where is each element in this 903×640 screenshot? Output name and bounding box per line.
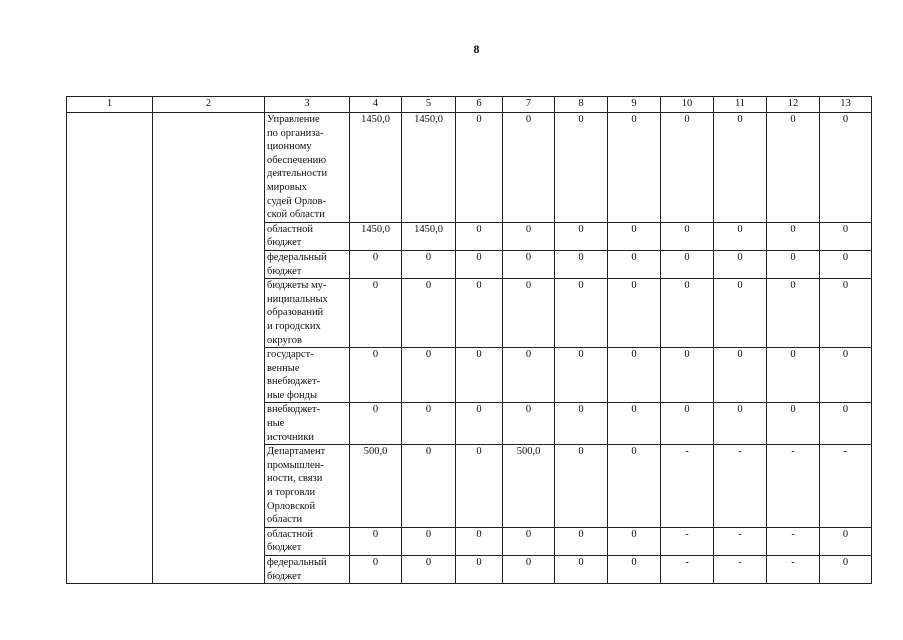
value-cell-col-12: 0 [767, 348, 820, 403]
value-cell-col-10: 0 [661, 279, 714, 348]
value-cell-col-11: 0 [714, 279, 767, 348]
description-line: венные [267, 362, 300, 374]
description-line: деятельности [267, 168, 328, 180]
value-cell-col-6: 0 [456, 348, 503, 403]
value-cell-col-13: 0 [820, 250, 872, 278]
description-line: ниципальных [267, 293, 328, 305]
description-line: округов [267, 334, 302, 346]
value-cell-col-10: 0 [661, 250, 714, 278]
value-cell-col-7: 0 [503, 403, 555, 445]
value-cell-col-4: 0 [350, 403, 402, 445]
value-cell-col-8: 0 [555, 348, 608, 403]
value-cell-col-5: 1450,0 [402, 113, 456, 223]
description-line: образований [267, 307, 324, 319]
value-cell-col-11: - [714, 445, 767, 528]
description-line: областной [267, 528, 313, 540]
value-cell-col-12: 0 [767, 279, 820, 348]
table-header-row [67, 97, 872, 113]
row-description [265, 250, 350, 278]
value-cell-col-8: 0 [555, 445, 608, 528]
description-line: бюджет [267, 542, 302, 554]
row-description [265, 403, 350, 445]
value-cell-col-9: 0 [608, 445, 661, 528]
value-cell-col-6: 0 [456, 250, 503, 278]
budget-table [66, 96, 872, 584]
value-cell-col-9: 0 [608, 403, 661, 445]
value-cell-col-12: 0 [767, 222, 820, 250]
value-cell-col-11: 0 [714, 222, 767, 250]
value-cell-col-6: 0 [456, 403, 503, 445]
column-header: 10 [661, 97, 714, 113]
value-cell-col-9: 0 [608, 222, 661, 250]
value-cell-col-5: 0 [402, 348, 456, 403]
value-cell-col-8: 0 [555, 527, 608, 555]
value-cell-col-7: 500,0 [503, 445, 555, 528]
row-description [265, 113, 350, 223]
value-cell-col-8: 0 [555, 403, 608, 445]
description-line: ционному [267, 141, 312, 153]
value-cell-col-4: 0 [350, 250, 402, 278]
value-cell-col-8: 0 [555, 222, 608, 250]
value-cell-col-10: - [661, 445, 714, 528]
description-line: Департамент [267, 446, 326, 458]
value-cell-col-10: - [661, 527, 714, 555]
row-description [265, 527, 350, 555]
value-cell-col-8: 0 [555, 279, 608, 348]
value-cell-col-13: 0 [820, 348, 872, 403]
description-line: мировых [267, 181, 308, 193]
value-cell-col-12: - [767, 527, 820, 555]
value-cell-col-6: 0 [456, 445, 503, 528]
description-line: бюджет [267, 570, 302, 582]
value-cell-col-6: 0 [456, 556, 503, 584]
value-cell-col-12: 0 [767, 113, 820, 223]
row-description [265, 556, 350, 584]
value-cell-col-7: 0 [503, 348, 555, 403]
value-cell-col-13: - [820, 445, 872, 528]
value-cell-col-9: 0 [608, 279, 661, 348]
value-cell-col-6: 0 [456, 527, 503, 555]
value-cell-col-10: - [661, 556, 714, 584]
column-header: 11 [714, 97, 767, 113]
value-cell-col-11: 0 [714, 403, 767, 445]
page-number: 8 [473, 42, 480, 56]
value-cell-col-9: 0 [608, 113, 661, 223]
column-header: 2 [153, 97, 265, 113]
value-cell-col-4: 0 [350, 279, 402, 348]
column-header: 13 [820, 97, 872, 113]
value-cell-col-7: 0 [503, 250, 555, 278]
row-description [265, 222, 350, 250]
value-cell-col-13: 0 [820, 527, 872, 555]
description-line: источники [267, 431, 314, 443]
value-cell-col-12: - [767, 556, 820, 584]
value-cell-col-7: 0 [503, 279, 555, 348]
value-cell-col-7: 0 [503, 113, 555, 223]
empty-cell-col-2 [153, 113, 265, 584]
description-line: бюджет [267, 265, 302, 277]
description-line: по организа- [267, 127, 324, 139]
column-header: 4 [350, 97, 402, 113]
description-line: ской области [267, 209, 325, 221]
value-cell-col-10: 0 [661, 222, 714, 250]
value-cell-col-10: 0 [661, 348, 714, 403]
value-cell-col-9: 0 [608, 556, 661, 584]
value-cell-col-9: 0 [608, 348, 661, 403]
value-cell-col-6: 0 [456, 279, 503, 348]
description-line: и торговли [267, 487, 316, 499]
value-cell-col-6: 0 [456, 113, 503, 223]
column-header: 6 [456, 97, 503, 113]
description-line: государст- [267, 349, 314, 361]
value-cell-col-9: 0 [608, 250, 661, 278]
value-cell-col-11: 0 [714, 250, 767, 278]
value-cell-col-8: 0 [555, 556, 608, 584]
value-cell-col-12: 0 [767, 250, 820, 278]
description-line: федеральный [267, 557, 327, 568]
row-description [265, 348, 350, 403]
value-cell-col-7: 0 [503, 527, 555, 555]
description-line: ности, связи [267, 473, 323, 485]
description-line: области [267, 514, 303, 526]
value-cell-col-5: 0 [402, 445, 456, 528]
value-cell-col-12: 0 [767, 403, 820, 445]
column-header: 8 [555, 97, 608, 113]
value-cell-col-8: 0 [555, 250, 608, 278]
row-description [265, 279, 350, 348]
column-header: 7 [503, 97, 555, 113]
value-cell-col-4: 0 [350, 556, 402, 584]
value-cell-col-6: 0 [456, 222, 503, 250]
description-line: федеральный [267, 251, 327, 263]
value-cell-col-5: 0 [402, 527, 456, 555]
column-header: 5 [402, 97, 456, 113]
value-cell-col-13: 0 [820, 556, 872, 584]
description-line: ные фонды [267, 389, 318, 401]
value-cell-col-4: 0 [350, 527, 402, 555]
value-cell-col-7: 0 [503, 222, 555, 250]
description-line: ные [267, 418, 285, 430]
value-cell-col-4: 1450,0 [350, 113, 402, 223]
value-cell-col-13: 0 [820, 279, 872, 348]
value-cell-col-13: 0 [820, 113, 872, 223]
value-cell-col-8: 0 [555, 113, 608, 223]
value-cell-col-11: - [714, 556, 767, 584]
description-line: Орловской [267, 500, 316, 512]
description-line: внебюджет- [267, 404, 321, 416]
value-cell-col-4: 1450,0 [350, 222, 402, 250]
value-cell-col-5: 0 [402, 250, 456, 278]
value-cell-col-5: 0 [402, 556, 456, 584]
value-cell-col-13: 0 [820, 222, 872, 250]
description-line: бюджет [267, 237, 302, 249]
description-line: обеспечению [267, 154, 327, 166]
description-line: Управление [267, 114, 320, 125]
value-cell-col-12: - [767, 445, 820, 528]
value-cell-col-11: 0 [714, 348, 767, 403]
value-cell-col-13: 0 [820, 403, 872, 445]
description-line: областной [267, 223, 313, 235]
description-line: и городских [267, 320, 321, 332]
column-header: 9 [608, 97, 661, 113]
value-cell-col-11: 0 [714, 113, 767, 223]
column-header: 1 [67, 97, 153, 113]
column-header: 3 [265, 97, 350, 113]
value-cell-col-4: 0 [350, 348, 402, 403]
table-row [67, 113, 872, 223]
description-line: бюджеты му- [267, 280, 327, 292]
value-cell-col-7: 0 [503, 556, 555, 584]
column-header: 12 [767, 97, 820, 113]
row-description [265, 445, 350, 528]
value-cell-col-5: 0 [402, 403, 456, 445]
value-cell-col-10: 0 [661, 113, 714, 223]
value-cell-col-5: 0 [402, 279, 456, 348]
value-cell-col-4: 500,0 [350, 445, 402, 528]
value-cell-col-5: 1450,0 [402, 222, 456, 250]
description-line: судей Орлов- [267, 195, 326, 207]
value-cell-col-11: - [714, 527, 767, 555]
description-line: промышлен- [267, 459, 324, 471]
value-cell-col-9: 0 [608, 527, 661, 555]
value-cell-col-10: 0 [661, 403, 714, 445]
description-line: внебюджет- [267, 376, 321, 388]
empty-cell-col-1 [67, 113, 153, 584]
